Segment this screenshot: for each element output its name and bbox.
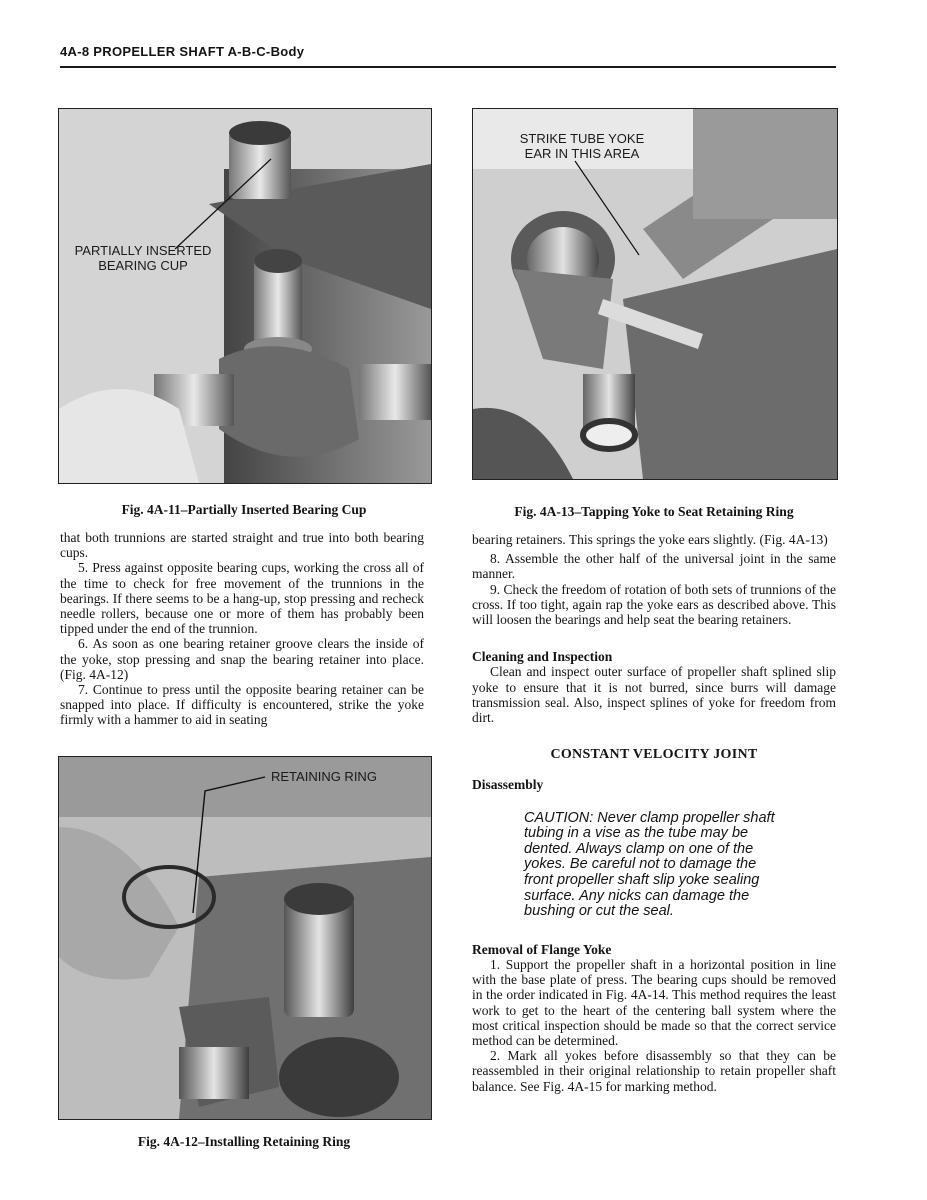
callout-line: STRIKE TUBE YOKE (519, 131, 645, 146)
figure-4a-11-photo (58, 108, 432, 484)
cv-joint-heading: CONSTANT VELOCITY JOINT (550, 747, 758, 763)
header-rule (60, 66, 836, 68)
paragraph: 2. Mark all yokes before disassembly so that they can be reassembled in their original relationship to retain propeller shaft balance. See Fig. 4A-15 for marking method. (472, 1048, 836, 1094)
figure-4a-13-callout (511, 131, 653, 161)
paragraph: Clean and inspect outer surface of propeller shaft splined slip yoke to ensure that it is not burred, since burrs will damage transmission seal. Also, inspect splines of yoke for freedom from dirt. (472, 664, 836, 726)
bearing-cup-illustration (59, 109, 431, 483)
paragraph: 5. Press against opposite bearing cups, working the cross all of the time to check for free movement of the trunnions in the bearings. If there seems to be a hang-up, stop pressing and recheck needle rollers, because one or more of them has probably been tipped under the end of the trunnion. (60, 560, 424, 637)
paragraph: that both trunnions are started straight and true into both bearing cups. (60, 530, 424, 561)
callout-line: BEARING CUP (98, 258, 188, 273)
yoke-tapping-illustration (473, 109, 837, 479)
disassembly-heading: Disassembly (472, 777, 544, 793)
paragraph: 8. Assemble the other half of the universal joint in the same manner. (472, 551, 836, 582)
right-column-text (472, 532, 836, 1094)
callout-line: PARTIALLY INSERTED (74, 243, 212, 258)
figure-4a-12-callout: RETAINING RING (271, 769, 377, 784)
figure-4a-13-photo (472, 108, 838, 480)
figure-4a-12-caption: Fig. 4A-12–Installing Retaining Ring (137, 1134, 351, 1149)
paragraph: 1. Support the propeller shaft in a horizontal position in line with the base plate of press. The bearing cups should be removed in the order indicated in Fig. 4A-14. This method requires the least work to get to the heart of the centering ball system where the most critical inspection should be made so that the correct service method can be determined. (472, 957, 836, 1049)
paragraph: bearing retainers. This springs the yoke ears slightly. (Fig. 4A-13) (472, 532, 828, 547)
flange-yoke-heading: Removal of Flange Yoke (472, 941, 612, 957)
paragraph: 7. Continue to press until the opposite bearing retainer can be snapped into place. If difficulty is encountered, strike the yoke firmly with a hammer to aid in seating (60, 682, 424, 728)
figure-4a-11-caption: Fig. 4A-11–Partially Inserted Bearing Cup (121, 502, 367, 517)
figure-4a-11-callout (63, 243, 223, 273)
callout-line: EAR IN THIS AREA (524, 146, 640, 161)
figure-4a-13-caption: Fig. 4A-13–Tapping Yoke to Seat Retaining Ring (514, 504, 794, 519)
cleaning-heading: Cleaning and Inspection (472, 649, 613, 665)
figure-4a-12-photo (58, 756, 432, 1120)
left-column-text (60, 530, 424, 728)
page-header: 4A-8 PROPELLER SHAFT A-B-C-Body (60, 44, 305, 59)
paragraph: 9. Check the freedom of rotation of both sets of trunnions of the cross. If too tight, again rap the yoke ears as described above. This will loosen the bearings and help seat the bearing retainers. (472, 581, 836, 628)
caution-note: CAUTION: Never clamp propeller shaft tubing in a vise as the tube may be dented. Always clamp on one of the yokes. Be careful not to damage the front propeller shaft slip yoke sealing surface. Any nicks can damage the bushing or cut the seal. (524, 809, 775, 920)
retaining-ring-illustration (59, 757, 431, 1119)
paragraph: 6. As soon as one bearing retainer groove clears the inside of the yoke, stop pressing and snap the bearing retainer into place. (Fig. 4A-12) (60, 636, 424, 682)
